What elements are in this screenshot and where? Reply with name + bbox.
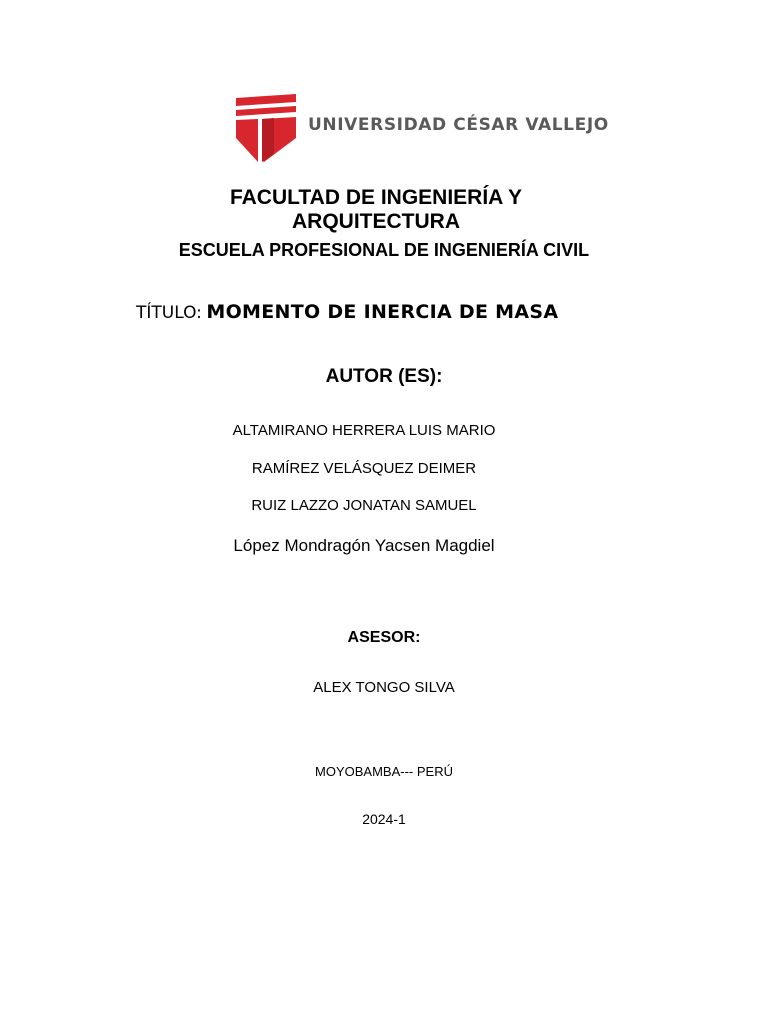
advisor-name: ALEX TONGO SILVA [313, 679, 455, 696]
author-name: RAMÍREZ VELÁSQUEZ DEIMER [251, 460, 477, 477]
author-name: RUIZ LAZZO JONATAN SAMUEL [251, 497, 477, 514]
title-label: TÍTULO: [136, 303, 202, 323]
place-text: MOYOBAMBA--- PERÚ [315, 764, 453, 779]
authors-heading: AUTOR (ES): [325, 366, 443, 387]
university-logo [234, 92, 609, 162]
period-text: 2024-1 [362, 811, 406, 827]
university-name: UNIVERSIDAD CÉSAR VALLEJO [308, 115, 609, 135]
author-name: ALTAMIRANO HERRERA LUIS MARIO [232, 422, 496, 439]
thesis-title: MOMENTO DE INERCIA DE MASA [206, 301, 559, 323]
author-name: López Mondragón Yacsen Magdiel [233, 536, 495, 555]
advisor-heading: ASESOR: [347, 629, 421, 646]
school-name: ESCUELA PROFESIONAL DE INGENIERÍA CIVIL [178, 240, 590, 260]
faculty-name: FACULTAD DE INGENIERÍA Y ARQUITECTURA [229, 186, 523, 233]
ucv-shield-logo-icon [234, 92, 300, 162]
thesis-title-row [136, 301, 558, 323]
